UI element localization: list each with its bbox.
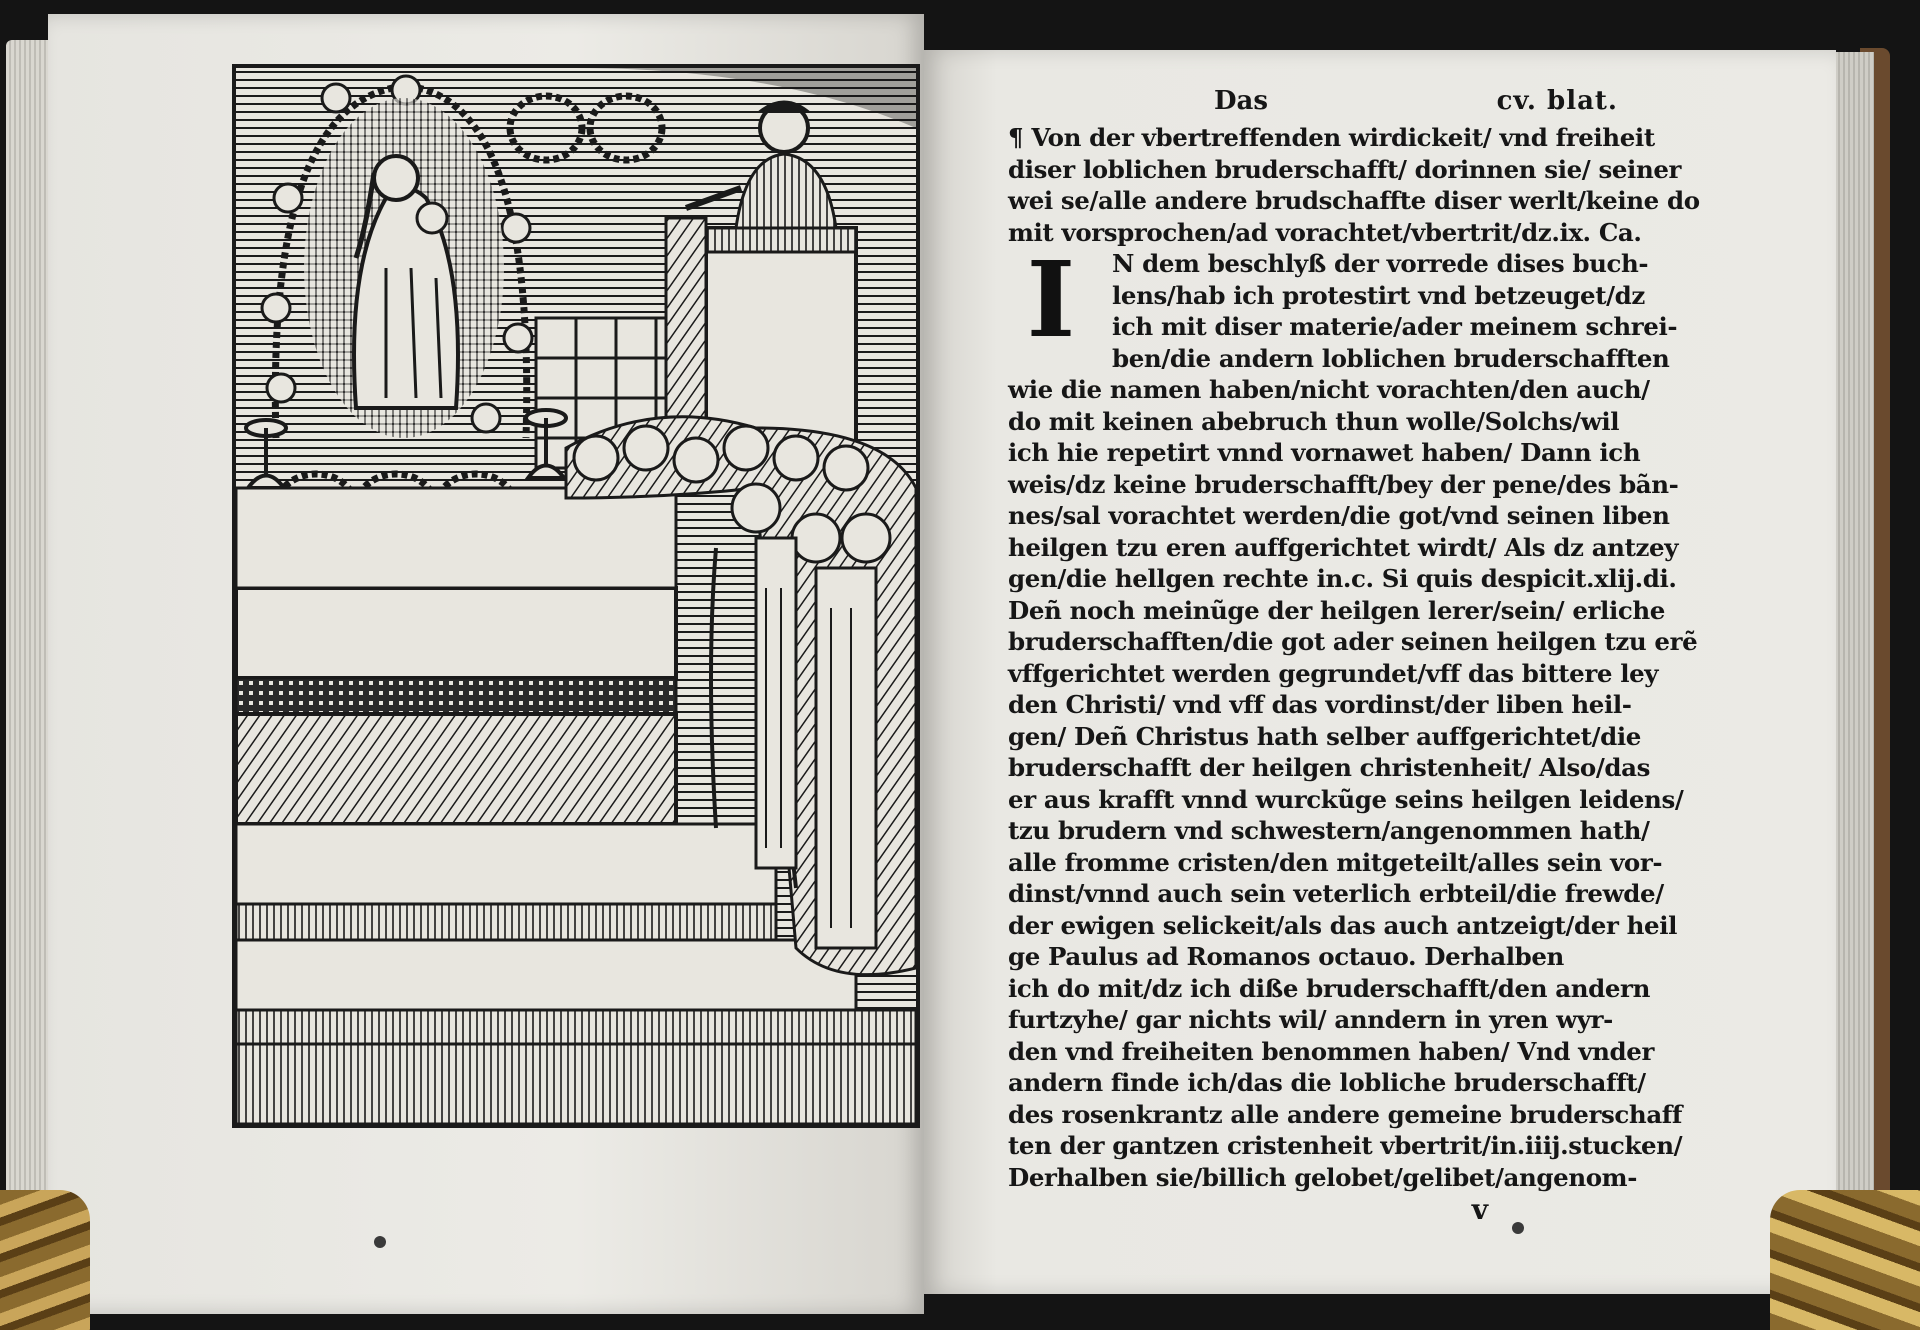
- woodcut-illustration: [232, 64, 920, 1128]
- chapter-heading: [1008, 122, 1700, 248]
- body-text: [1008, 374, 1698, 1193]
- decorated-initial: I: [1026, 238, 1076, 361]
- text-line: nes/sal vorachtet werden/die got/vnd seinen liben: [1008, 501, 1670, 530]
- text-line: ben/die andern loblichen bruderschafften: [1112, 343, 1670, 373]
- text-line: andern finde ich/das die lobliche bruderschafft/: [1008, 1068, 1646, 1097]
- text-line: tzu brudern vnd schwestern/angenommen hath/: [1008, 816, 1650, 845]
- text-line: des rosenkrantz alle andere gemeine bruderschaff: [1008, 1099, 1683, 1129]
- text-line: gen/ Deñ Christus hath selber auffgerichtet/die: [1008, 721, 1641, 751]
- initial-paragraph: [1008, 238, 1678, 374]
- text-line: weis/dz keine bruderschafft/bey der pene/des bãn-: [1008, 469, 1679, 499]
- signature-mark: v: [1471, 1193, 1488, 1226]
- heading-line: wei se/alle andere brudschaffte diser werlt/keine do: [1008, 186, 1700, 215]
- text-line: heilgen tzu eren auffgerichtet wirdt/ Als dz antzey: [1008, 532, 1679, 562]
- heading-line: diser loblichen bruderschafft/ dorinnen sie/ seiner: [1008, 154, 1682, 184]
- page-text: [1008, 82, 1700, 1227]
- text-line: vffgerichtet werden gegrundet/vff das bittere ley: [1008, 658, 1659, 688]
- text-line: ich hie repetirt vnnd vornawet haben/ Dann ich: [1008, 438, 1641, 467]
- text-line: wie die namen haben/nicht vorachten/den auch/: [1008, 375, 1650, 404]
- paper-hole: [374, 1236, 386, 1248]
- woodcut-scene: [236, 68, 916, 1124]
- book-clamp-right: [1770, 1190, 1920, 1330]
- text-line: alle fromme cristen/den mitgeteilt/alles sein vor-: [1008, 847, 1663, 877]
- heading-line: mit vorsprochen/ad vorachtet/vbertrit/dz.ix. Ca.: [1008, 217, 1642, 247]
- text-line: ich mit diser materie/ader meinem schrei-: [1112, 312, 1678, 341]
- altar: [236, 488, 676, 824]
- text-line: ten der gantzen cristenheit vbertrit/in.iiij.stucken/: [1008, 1131, 1683, 1160]
- madonna-and-child: [304, 98, 504, 438]
- text-line: lens/hab ich protestirt vnd betzeuget/dz: [1112, 280, 1645, 310]
- text-line: ge Paulus ad Romanos octauo. Derhalben: [1008, 942, 1564, 971]
- text-line: er aus krafft vnnd wurckũge seins heilgen leidens/: [1008, 784, 1684, 814]
- text-line: bruderschafften/die got ader seinen heilgen tzu erẽ: [1008, 627, 1698, 656]
- text-line: do mit keinen abebruch thun wolle/Solchs/wil: [1008, 406, 1620, 436]
- text-line: gen/die hellgen rechte in.c. Si quis despicit.xlij.di.: [1008, 564, 1677, 593]
- text-line: Derhalben sie/billich gelobet/gelibet/angenom-: [1008, 1162, 1637, 1192]
- text-line: N dem beschlyß der vorrede dises buch-: [1112, 249, 1649, 278]
- folio-number: cv. blat.: [1496, 86, 1618, 116]
- book-clamp-left: [0, 1190, 90, 1330]
- text-line: bruderschafft der heilgen christenheit/ Also/das: [1008, 753, 1650, 782]
- running-title: Das: [1214, 86, 1269, 116]
- text-line: den vnd freiheiten benommen haben/ Vnd vnder: [1008, 1036, 1654, 1066]
- running-header: [1008, 82, 1618, 122]
- text-line: Deñ noch meinũge der heilgen lerer/sein/ erliche: [1008, 595, 1665, 625]
- text-line: der ewigen selickeit/als das auch antzeigt/der heil: [1008, 910, 1678, 940]
- text-line: furtzyhe/ gar nichts wil/ anndern in yren wyr-: [1008, 1005, 1613, 1034]
- text-line: dinst/vnnd auch sein veterlich erbteil/die frewde/: [1008, 879, 1664, 908]
- heading-line: ¶ Von der vbertreffenden wirdickeit/ vnd freiheit: [1008, 123, 1655, 152]
- text-line: ich do mit/dz ich diße bruderschafft/den andern: [1008, 973, 1650, 1003]
- text-line: den Christi/ vnd vff das vordinst/der liben heil-: [1008, 690, 1632, 719]
